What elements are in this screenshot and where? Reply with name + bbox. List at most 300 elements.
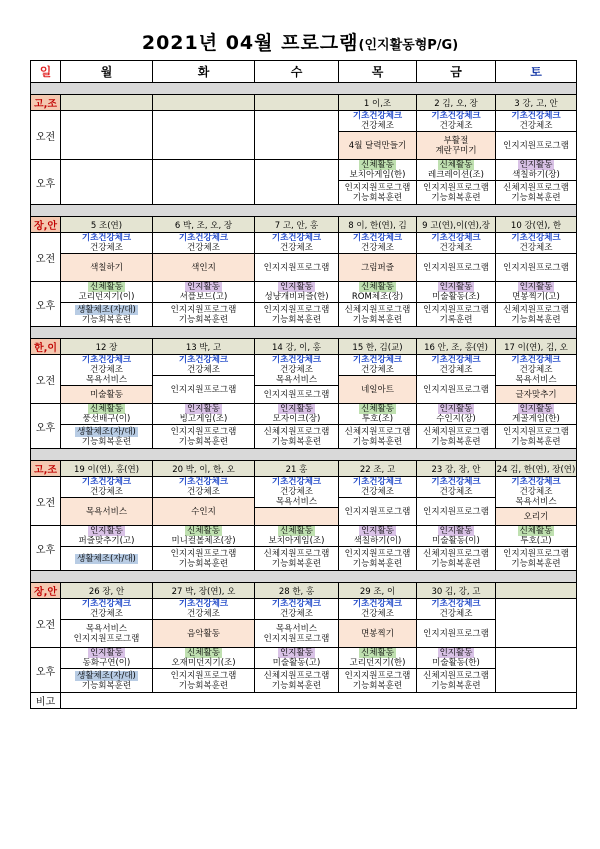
date-cell: 10 강(연), 한: [496, 217, 577, 233]
program-block: [153, 253, 254, 281]
program-line-text: 인지지원프로그램: [263, 304, 330, 315]
am-row: [31, 111, 577, 160]
program-block: [61, 497, 152, 525]
activity-block: [61, 599, 152, 619]
program-line-text: 인지지원프로그램: [263, 389, 330, 400]
activity-line-text: 게골게임(한): [512, 414, 560, 424]
program-line-text: 인지지원프로그램: [344, 548, 411, 559]
activity-line: [187, 365, 220, 375]
activity-line-text: 기초건강체크: [352, 477, 403, 487]
activity-line-text: 인지활동: [280, 648, 313, 658]
cell-content: [496, 233, 576, 281]
program-line: [431, 193, 480, 203]
activity-line-text: 신체활동: [361, 282, 394, 292]
activity-line-text: 신체활동: [361, 648, 394, 658]
program-line: [431, 681, 480, 691]
program-block: [417, 302, 495, 326]
schedule-cell: [153, 282, 255, 327]
schedule-cell: [339, 477, 417, 526]
activity-line-text: 신체활동: [90, 404, 123, 414]
program-block: [153, 424, 254, 448]
program-line-text: 오리기: [523, 511, 549, 522]
cell-content: [153, 648, 254, 692]
schedule-cell: [255, 404, 339, 449]
activity-line: [88, 648, 125, 658]
program-block: [255, 385, 338, 403]
schedule-cell: [255, 526, 339, 571]
program-line: [179, 559, 228, 569]
activity-line-text: 동화구연(이): [82, 658, 131, 668]
week-separator: [31, 205, 577, 217]
activity-line: [179, 477, 228, 487]
program-line: [264, 263, 330, 273]
cell-content: [255, 282, 338, 326]
activity-line: [83, 658, 131, 668]
activity-block: [339, 233, 416, 253]
cell-content: [255, 355, 338, 403]
activity-block: [339, 526, 416, 546]
program-block: [496, 546, 576, 570]
program-line-text: 인지지원프로그램: [423, 304, 489, 315]
program-line-text: 수인지: [191, 506, 216, 517]
program-line-text: 기능회복훈련: [178, 680, 229, 691]
activity-line: [361, 487, 394, 497]
program-line: [524, 512, 549, 522]
program-line: [75, 427, 138, 437]
activity-line-text: 인지활동: [187, 282, 220, 292]
date-cell: 14 강, 이, 홍: [255, 339, 339, 355]
weekday-mon: 월: [61, 61, 153, 83]
activity-block: [496, 233, 576, 253]
schedule-cell: [339, 233, 417, 282]
week-separator: [31, 327, 577, 339]
activity-line-text: 인지활동: [187, 404, 220, 414]
program-line-text: 인지지원프로그램: [73, 633, 140, 644]
activity-line: [88, 282, 125, 292]
program-line-text: 색칠하기: [90, 262, 123, 273]
cell-content: [417, 526, 495, 570]
program-line: [191, 263, 216, 273]
activity-line-text: 기초건강체크: [81, 477, 132, 487]
program-line: [86, 507, 127, 517]
program-line: [353, 315, 402, 325]
title-sub: (인지활동형P/G): [358, 38, 459, 53]
activity-line: [438, 160, 475, 170]
activity-line-text: 기초건강체크: [81, 233, 132, 243]
program-line: [423, 263, 489, 273]
program-line-text: 인지지원프로그램: [263, 262, 330, 273]
program-block: [61, 253, 152, 281]
week-separator: [31, 449, 577, 461]
activity-line-text: 건강체조: [439, 243, 473, 253]
program-line: [264, 305, 330, 315]
activity-block: [153, 404, 254, 424]
program-line: [82, 315, 131, 325]
activity-line-text: 기초건강체크: [352, 599, 403, 609]
schedule-cell: [153, 404, 255, 449]
program-line: [276, 624, 317, 634]
am-row: [31, 355, 577, 404]
cell-content: [339, 526, 416, 570]
activity-line-text: 목욕서비스: [515, 375, 557, 385]
schedule-cell: [255, 599, 339, 648]
pm-row: [31, 648, 577, 693]
program-line-text: 기능회복훈련: [352, 436, 403, 447]
schedule-cell: [61, 648, 153, 693]
date-cell: 16 안, 조, 홍(연): [417, 339, 496, 355]
weekday-sat: 토: [496, 61, 577, 83]
program-block: [417, 375, 495, 403]
cell-content: [417, 282, 495, 326]
program-line-text: 인지지원프로그램: [170, 548, 237, 559]
activity-block: [417, 477, 495, 497]
activity-line: [359, 160, 396, 170]
am-label: 오전: [31, 599, 61, 648]
program-line: [171, 671, 237, 681]
program-block: [417, 424, 495, 448]
activity-block: [417, 233, 495, 253]
program-line-text: 인지지원프로그램: [170, 384, 237, 395]
program-block: [153, 668, 254, 692]
activity-block: [153, 233, 254, 253]
program-line-text: 기능회복훈련: [352, 314, 403, 325]
activity-block: [496, 282, 576, 302]
activity-line: [359, 404, 396, 414]
program-block: [339, 253, 416, 281]
schedule-cell: [417, 648, 496, 693]
schedule-cell: [496, 111, 577, 160]
pm-row: [31, 160, 577, 205]
program-line: [171, 305, 237, 315]
program-line-text: 기능회복훈련: [178, 558, 229, 569]
schedule-cell: [255, 282, 339, 327]
program-line: [440, 315, 473, 325]
cell-content: [496, 111, 576, 159]
program-line: [264, 634, 330, 644]
date-cell: 15 한, 김(교): [339, 339, 417, 355]
activity-line: [361, 609, 394, 619]
program-line-text: 기능회복훈련: [431, 192, 481, 203]
cell-content: [417, 233, 495, 281]
cell-content: [61, 477, 152, 525]
schedule-cell: [61, 404, 153, 449]
program-line-text: 기능회복훈련: [352, 558, 403, 569]
cell-content: [61, 648, 152, 692]
cell-content: [153, 526, 254, 570]
program-line: [90, 390, 123, 400]
schedule-cell: [61, 160, 153, 205]
activity-block: [339, 477, 416, 497]
activity-block: [153, 599, 254, 619]
activity-line: [440, 609, 473, 619]
activity-block: [61, 477, 152, 497]
program-line-text: 신체지원프로그램: [263, 426, 330, 437]
activity-line-text: 모자이크(장): [272, 414, 321, 424]
activity-line-text: 건강체조: [439, 121, 473, 131]
program-line: [345, 183, 411, 193]
program-line-text: 기능회복훈련: [271, 436, 322, 447]
program-line: [503, 183, 569, 193]
activity-line-text: 건강체조: [519, 365, 553, 375]
activity-line: [179, 355, 228, 365]
activity-line: [436, 414, 475, 424]
activity-line: [518, 526, 555, 536]
activity-line: [88, 404, 125, 414]
cell-content: [153, 477, 254, 525]
program-line-text: 인지지원프로그램: [503, 140, 569, 151]
activity-line-text: 투호(고): [520, 536, 552, 546]
activity-line-text: 건강체조: [187, 243, 220, 253]
activity-block: [339, 355, 416, 375]
date-cell: 2 김, 오, 장: [417, 95, 496, 111]
program-block: [496, 253, 576, 281]
activity-line: [278, 404, 315, 414]
activity-line-text: 인지활동: [519, 282, 553, 292]
activity-line: [187, 243, 220, 253]
program-line: [361, 629, 394, 639]
cell-content: [153, 233, 254, 281]
activity-line-text: 신체활동: [90, 282, 123, 292]
activity-line: [361, 243, 394, 253]
program-line-text: 인지지원프로그램: [423, 182, 489, 193]
activity-line-text: 목욕서비스: [515, 497, 557, 507]
program-line: [86, 624, 127, 634]
activity-line: [269, 536, 325, 546]
activity-line: [280, 487, 313, 497]
schedule-cell: [339, 160, 417, 205]
program-block: [255, 253, 338, 281]
date-cell: 21 홍: [255, 461, 339, 477]
cell-content: [339, 404, 416, 448]
date-cell: [61, 95, 153, 111]
activity-line: [187, 487, 220, 497]
date-cell: 27 박, 장(연), 오: [153, 583, 255, 599]
activity-line: [520, 365, 553, 375]
program-line: [503, 427, 569, 437]
program-block: [255, 302, 338, 326]
date-row: [31, 461, 577, 477]
activity-line-text: 기초건강체크: [431, 477, 481, 487]
program-line-text: 음악활동: [187, 628, 220, 639]
activity-line: [353, 599, 402, 609]
program-block: [339, 619, 416, 647]
schedule-cell: [339, 526, 417, 571]
activity-line: [79, 292, 135, 302]
program-line: [423, 305, 489, 315]
activity-block: [153, 282, 254, 302]
activity-line-text: ROM체조(장): [351, 292, 404, 302]
activity-line: [432, 292, 480, 302]
activity-line-text: 인지활동: [519, 160, 553, 170]
program-block: [153, 497, 254, 525]
activity-line: [431, 355, 480, 365]
activity-line-text: 신체활동: [280, 526, 313, 536]
activity-line-text: 퍼즐맞추기(고): [78, 536, 135, 546]
program-block: [61, 424, 152, 448]
activity-line-text: 기초건강체크: [271, 477, 322, 487]
activity-block: [153, 526, 254, 546]
program-block: [153, 546, 254, 570]
program-line-text: 기능회복훈련: [431, 680, 481, 691]
activity-block: [255, 355, 338, 385]
staff-label: 고,조: [31, 461, 61, 477]
cell-content: [417, 477, 495, 525]
schedule-cell: [417, 599, 496, 648]
program-line-text: 인지지원프로그램: [423, 628, 489, 639]
schedule-cell: [61, 282, 153, 327]
program-line-text: 미술활동: [90, 389, 123, 400]
activity-line-text: 신체활동: [187, 526, 220, 536]
activity-block: [417, 160, 495, 180]
activity-line-text: 기초건강체크: [178, 233, 229, 243]
activity-block: [339, 160, 416, 180]
activity-block: [255, 648, 338, 668]
activity-line-text: 건강체조: [361, 365, 394, 375]
program-block: [339, 180, 416, 204]
title-main: 2021년 04월 프로그램: [141, 32, 359, 54]
activity-line: [353, 355, 402, 365]
schedule-cell: [61, 111, 153, 160]
activity-line: [431, 477, 480, 487]
activity-line-text: 기초건강체크: [271, 355, 322, 365]
schedule-cell: [339, 599, 417, 648]
activity-block: [417, 282, 495, 302]
program-block: [153, 619, 254, 647]
activity-line: [280, 243, 313, 253]
activity-line: [431, 233, 480, 243]
activity-line: [520, 487, 553, 497]
activity-line: [90, 609, 123, 619]
activity-line-text: 건강체조: [90, 365, 123, 375]
program-line-text: 기능회복훈련: [352, 192, 403, 203]
staff-label: 한,이: [31, 339, 61, 355]
program-line-text: 4월 달력만들기: [348, 140, 407, 151]
program-line: [353, 437, 402, 447]
staff-label: 고,조: [31, 95, 61, 111]
activity-line: [185, 648, 222, 658]
cell-content: [255, 648, 338, 692]
program-block: [496, 507, 576, 525]
program-line-text: 신체지원프로그램: [344, 426, 411, 437]
week-separator: [31, 571, 577, 583]
cell-content: [255, 599, 338, 647]
schedule-cell: [496, 477, 577, 526]
activity-line: [171, 658, 235, 668]
am-row: [31, 477, 577, 526]
activity-line-text: 기초건강체크: [271, 599, 322, 609]
program-block: [339, 668, 416, 692]
schedule-cell: [417, 233, 496, 282]
activity-line-text: 건강체조: [519, 121, 553, 131]
activity-line-text: 수인지(장): [436, 414, 476, 424]
activity-line: [350, 170, 406, 180]
schedule-cell: [153, 526, 255, 571]
remarks-row: [31, 693, 577, 709]
program-line-text: 생활체조(자/대): [77, 426, 136, 437]
program-line: [353, 681, 402, 691]
date-cell: 24 김, 한(연), 장(연): [496, 461, 577, 477]
activity-line: [276, 375, 317, 385]
program-block: [255, 507, 338, 525]
program-line: [515, 390, 556, 400]
activity-line-text: 신체활동: [361, 160, 394, 170]
activity-block: [61, 526, 152, 546]
activity-line-text: 건강체조: [90, 609, 123, 619]
cell-content: [339, 233, 416, 281]
activity-line-text: 기초건강체크: [352, 355, 403, 365]
activity-line: [438, 526, 475, 536]
weekday-header-row: [31, 61, 577, 83]
separator-cell: [31, 205, 577, 217]
date-cell: 30 김, 강, 고: [417, 583, 496, 599]
cell-content: [496, 477, 576, 525]
activity-line-text: 건강체조: [519, 487, 553, 497]
program-line: [171, 427, 237, 437]
schedule-cell: [339, 111, 417, 160]
program-line-text: 기능회복훈련: [81, 436, 132, 447]
activity-line: [278, 526, 315, 536]
program-line: [511, 315, 560, 325]
program-line: [503, 549, 569, 559]
program-line: [90, 263, 123, 273]
program-line: [187, 629, 220, 639]
program-line: [503, 141, 569, 151]
schedule-cell: [496, 160, 577, 205]
program-block: [417, 619, 495, 647]
schedule-cell: [255, 355, 339, 404]
activity-line-text: 기초건강체크: [178, 355, 229, 365]
program-line: [272, 437, 321, 447]
activity-line-text: 건강체조: [187, 609, 220, 619]
program-line-text: 기능회복훈련: [178, 314, 229, 325]
activity-line: [512, 292, 560, 302]
activity-line-text: 보치아게임(조): [268, 536, 325, 546]
date-cell: 17 이(연), 김, 오: [496, 339, 577, 355]
program-line-text: 인지지원프로그램: [503, 426, 569, 437]
activity-line-text: 신체활동: [519, 526, 553, 536]
schedule-cell: [339, 355, 417, 404]
activity-line-text: 건강체조: [439, 487, 473, 497]
program-block: [496, 131, 576, 159]
activity-line-text: 기초건강체크: [511, 355, 561, 365]
activity-line: [86, 375, 127, 385]
activity-line-text: 보치아게임(한): [349, 170, 406, 180]
activity-line: [272, 233, 321, 243]
program-line: [423, 549, 489, 559]
activity-block: [339, 404, 416, 424]
program-block: [61, 619, 152, 647]
activity-block: [153, 648, 254, 668]
schedule-cell: [339, 282, 417, 327]
cell-content: [255, 526, 338, 570]
program-line-text: 목욕서비스: [85, 623, 128, 634]
page-title: [0, 28, 600, 55]
program-line: [431, 437, 480, 447]
activity-line-text: 기초건강체크: [81, 355, 132, 365]
program-block: [61, 302, 152, 326]
program-block: [496, 424, 576, 448]
program-block: [417, 546, 495, 570]
activity-block: [417, 526, 495, 546]
activity-line-text: 미술활동(고): [272, 658, 321, 668]
program-line-text: 글자맞추기: [515, 389, 557, 400]
activity-line-text: 건강체조: [280, 243, 313, 253]
activity-line-text: 고리던지기(한): [349, 658, 406, 668]
cell-content: [339, 477, 416, 525]
activity-block: [339, 282, 416, 302]
activity-line-text: 목욕서비스: [85, 375, 128, 385]
program-line-text: 기능회복훈련: [81, 314, 132, 325]
